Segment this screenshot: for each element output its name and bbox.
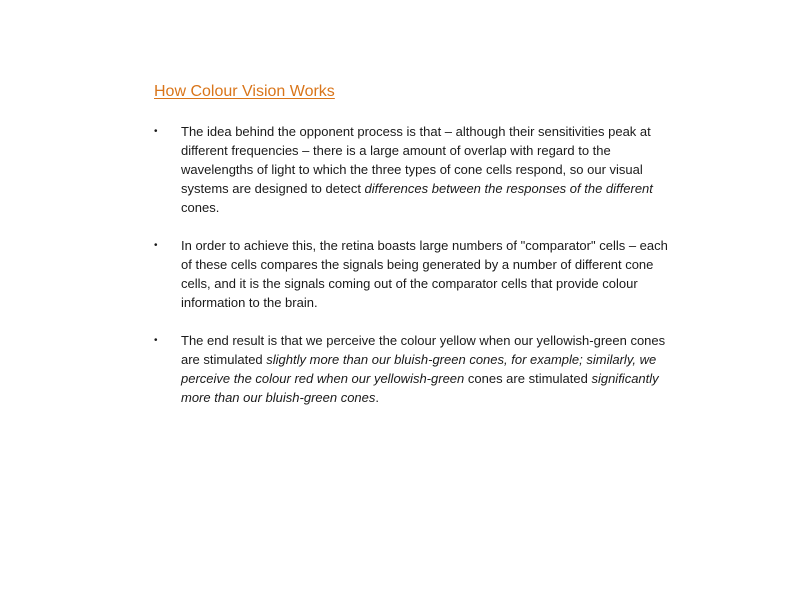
bullet-dot-icon: • [154, 126, 158, 137]
slide-title: How Colour Vision Works [154, 83, 335, 100]
bullet-segment: The idea behind the opponent process is that – although their sensitivities peak at different frequencies – there is a large amount of overlap with regard to the wavelengths of light to which the three types of cone cells respond, so our visual systems are designed to detect [181, 124, 651, 196]
bullet-text [181, 238, 668, 310]
bullet-list [150, 122, 670, 426]
bullet-segment-italic: differences between the responses of the different [364, 181, 653, 196]
bullet-segment: In order to achieve this, the retina boasts large numbers of "comparator" cells – each of these cells compares the signals being generated by a number of different cone cells, and it is the signals coming out of the comparator cells that provide colour information to the brain. [181, 238, 668, 310]
bullet-segment: cones. [181, 200, 220, 215]
bullet-dot-icon: • [154, 335, 158, 346]
bullet-text [181, 333, 665, 405]
bullet-segment: The end result is that we perceive the colour yellow when our yellowish-green cones are stimulated [181, 333, 666, 367]
bullet-dot-icon: • [154, 240, 158, 251]
bullet-item [150, 122, 670, 217]
bullet-item [150, 331, 670, 407]
bullet-segment-italic: slightly more than our bluish-green cones, for example; similarly, we perceive the colour red when our yellowish-green [181, 352, 657, 386]
bullet-text [181, 124, 653, 215]
bullet-segment-italic: significantly more than our bluish-green cones [181, 371, 659, 405]
bullet-segment: cones are stimulated [464, 371, 592, 386]
bullet-item [150, 236, 670, 312]
bullet-segment: . [375, 390, 380, 405]
